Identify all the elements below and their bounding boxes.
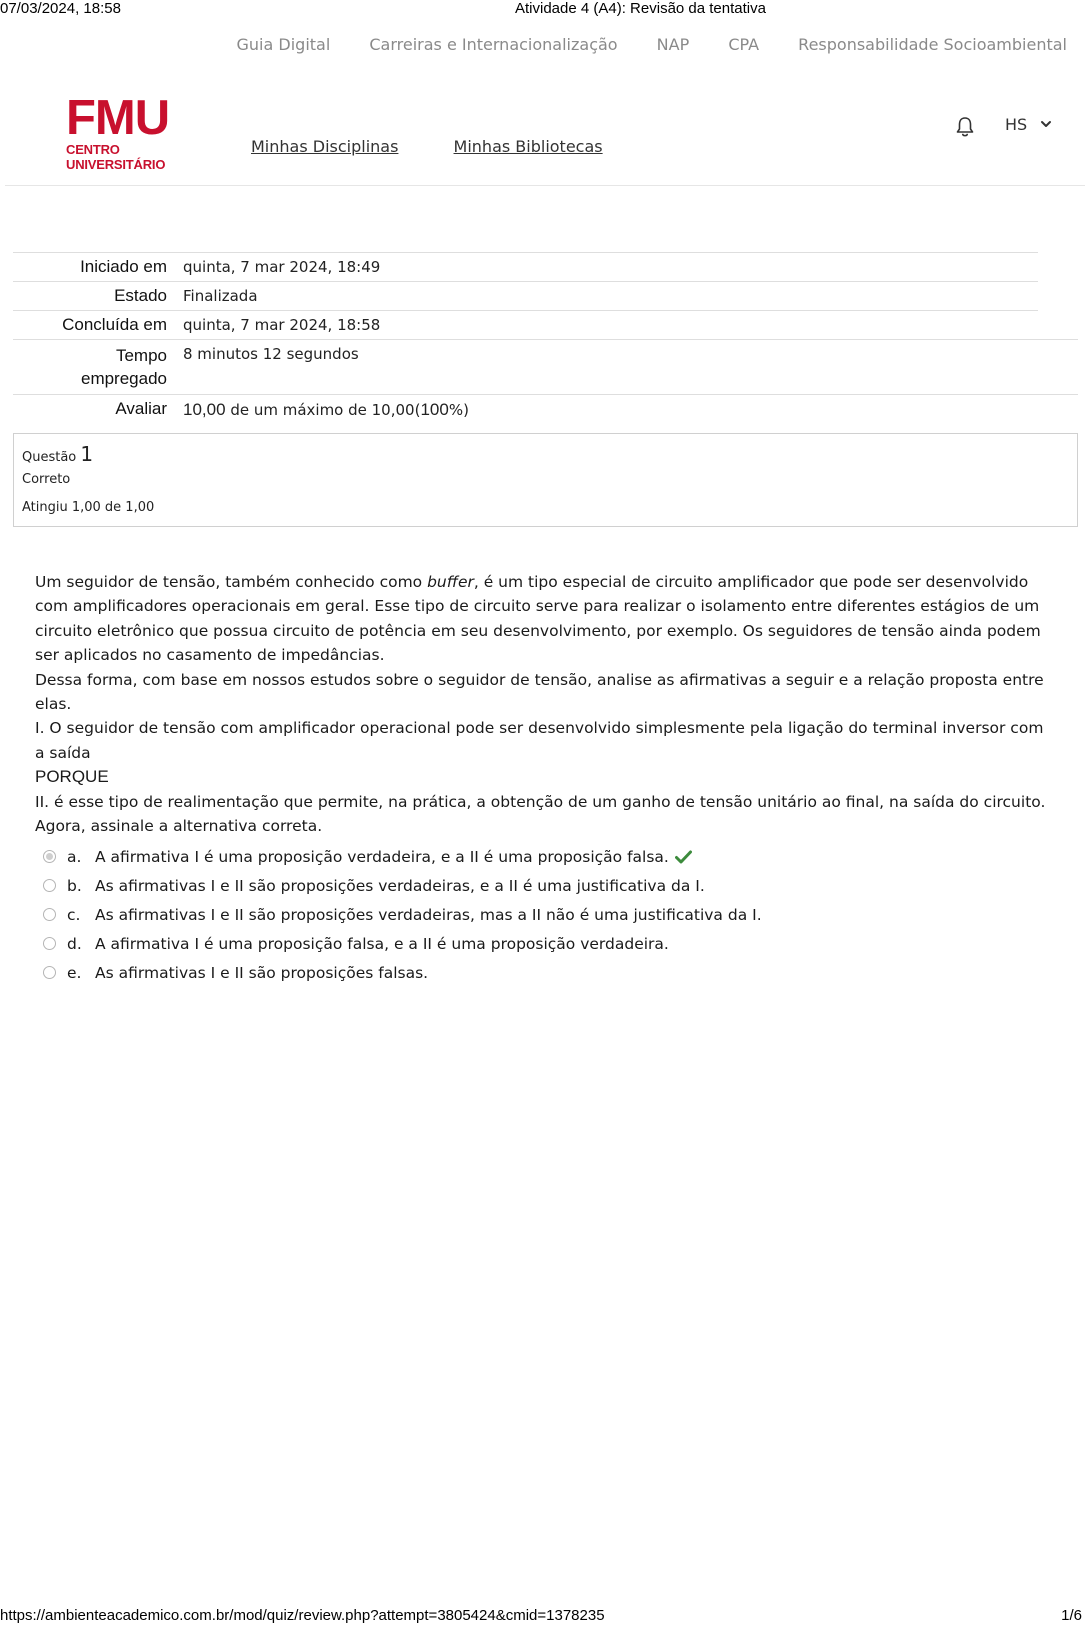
- answer-letter: b.: [67, 876, 82, 895]
- question-state: Correto: [22, 472, 71, 487]
- top-nav-guia-digital[interactable]: Guia Digital: [236, 35, 331, 54]
- answer-option-d[interactable]: [43, 929, 762, 958]
- top-nav-cpa[interactable]: CPA: [728, 35, 760, 54]
- checkmark-icon: [675, 850, 692, 864]
- nav-minhas-bibliotecas[interactable]: Minhas Bibliotecas: [453, 137, 603, 156]
- top-nav: [203, 35, 1067, 54]
- summary-label: Iniciado em: [80, 257, 167, 276]
- question-grade: Atingiu 1,00 de 1,00: [22, 500, 155, 515]
- chevron-down-icon[interactable]: [1040, 119, 1052, 129]
- fmu-logo[interactable]: [66, 91, 203, 172]
- question-paragraph-4: II. é esse tipo de realimentação que permite, na prática, a obtenção de um ganho de tensão unitário ao final, na saída do circuito.: [35, 792, 1046, 811]
- grade-end: %): [448, 401, 469, 419]
- answer-option-c[interactable]: [43, 900, 762, 929]
- radio-unselected[interactable]: [43, 908, 56, 921]
- print-footer-url: https://ambienteacademico.com.br/mod/quiz/review.php?attempt=3805424&cmid=1378235: [0, 1607, 605, 1624]
- p1-a: Um seguidor de tensão, também conhecido como: [35, 573, 428, 591]
- summary-value: quinta, 7 mar 2024, 18:58: [183, 316, 381, 334]
- question-text: [35, 570, 1055, 838]
- summary-label: Avaliar: [115, 399, 167, 418]
- radio-selected[interactable]: [43, 850, 56, 863]
- header-divider: [5, 185, 1085, 186]
- question-paragraph-3: I. O seguidor de tensão com amplificador operacional pode ser desenvolvido simplesmente pela ligação do terminal inversor com a saída: [35, 719, 1044, 762]
- question-number-value: 1: [80, 442, 94, 466]
- answer-option-a[interactable]: [43, 842, 762, 871]
- answer-option-e[interactable]: [43, 958, 762, 987]
- user-initials[interactable]: HS: [1005, 115, 1028, 134]
- grade-mid: de um máximo de 10,00(: [225, 401, 421, 419]
- top-nav-carreiras[interactable]: Carreiras e Internacionalização: [369, 35, 618, 54]
- print-footer-page: 1/6: [1061, 1607, 1082, 1624]
- top-nav-responsabilidade[interactable]: Responsabilidade Socioambiental: [798, 35, 1067, 54]
- logo-mark: FMU: [66, 91, 170, 145]
- answer-text: As afirmativas I e II são proposições falsas.: [95, 963, 429, 982]
- print-title: Atividade 4 (A4): Revisão da tentativa: [515, 0, 766, 17]
- radio-unselected[interactable]: [43, 937, 56, 950]
- summary-row-state: [13, 281, 1038, 310]
- question-paragraph-2: Dessa forma, com base em nossos estudos sobre o seguidor de tensão, analise as afirmativas a seguir e a relação proposta entre elas.: [35, 670, 1044, 714]
- print-header: [0, 0, 1089, 18]
- summary-value: quinta, 7 mar 2024, 18:49: [183, 258, 381, 276]
- summary-row-grade: [13, 394, 1078, 425]
- question-porque: PORQUE: [35, 767, 109, 787]
- question-paragraph-5: Agora, assinale a alternativa correta.: [35, 817, 323, 836]
- answer-letter: e.: [67, 963, 82, 982]
- grade-score: 10,00: [183, 400, 226, 419]
- nav-minhas-disciplinas[interactable]: Minhas Disciplinas: [251, 137, 399, 156]
- question-paragraph-1: [35, 570, 1055, 668]
- p1-emphasis: buffer: [427, 573, 474, 591]
- answer-text: A afirmativa I é uma proposição verdadeira, e a II é uma proposição falsa.: [95, 847, 669, 866]
- print-datetime: 07/03/2024, 18:58: [0, 0, 121, 17]
- bell-icon[interactable]: [955, 116, 975, 138]
- radio-unselected[interactable]: [43, 879, 56, 892]
- top-nav-nap[interactable]: NAP: [656, 35, 690, 54]
- logo-subtitle: CENTRO UNIVERSITÁRIO: [66, 142, 166, 172]
- summary-value: [175, 395, 477, 425]
- answer-text: As afirmativas I e II são proposições verdadeiras, e a II é uma justificativa da I.: [95, 876, 705, 895]
- question-number: [22, 442, 93, 466]
- question-prefix: Questão: [22, 450, 77, 465]
- answer-letter: d.: [67, 934, 82, 953]
- answer-text: A afirmativa I é uma proposição falsa, e a II é uma proposição verdadeira.: [95, 934, 669, 953]
- summary-value: Finalizada: [183, 287, 258, 305]
- summary-label: [13, 340, 175, 394]
- radio-unselected[interactable]: [43, 966, 56, 979]
- question-info-box: [13, 433, 1078, 527]
- answer-letter: c.: [67, 905, 81, 924]
- summary-label-line1: Tempo: [115, 346, 167, 365]
- summary-label-line2: empregado: [80, 369, 167, 388]
- answer-options: [43, 842, 762, 987]
- answer-text: As afirmativas I e II são proposições verdadeiras, mas a II não é uma justificativa da I.: [95, 905, 762, 924]
- main-nav: [251, 137, 653, 156]
- p1-b: , é um tipo especial de circuito amplificador que pode ser desenvolvido com amplificadores operacionais em geral. Esse tipo de circuito serve para realizar o isolamento entre diferentes estágios de um circuito eletrônico que possua circuito de potência em seu desenvolvimento, por exemplo. Os seguidores de tensão ainda podem ser aplicados no casamento de impedâncias.: [35, 573, 1041, 665]
- attempt-summary: [13, 252, 1078, 425]
- summary-value: 8 minutos 12 segundos: [183, 345, 359, 363]
- answer-letter: a.: [67, 847, 82, 866]
- summary-label: Concluída em: [62, 315, 167, 334]
- summary-label: Estado: [114, 286, 167, 305]
- summary-row-finished: [13, 310, 1038, 339]
- grade-percent: 100: [420, 400, 449, 419]
- answer-option-b[interactable]: [43, 871, 762, 900]
- summary-row-started: [13, 252, 1038, 281]
- summary-row-time: [13, 339, 1078, 394]
